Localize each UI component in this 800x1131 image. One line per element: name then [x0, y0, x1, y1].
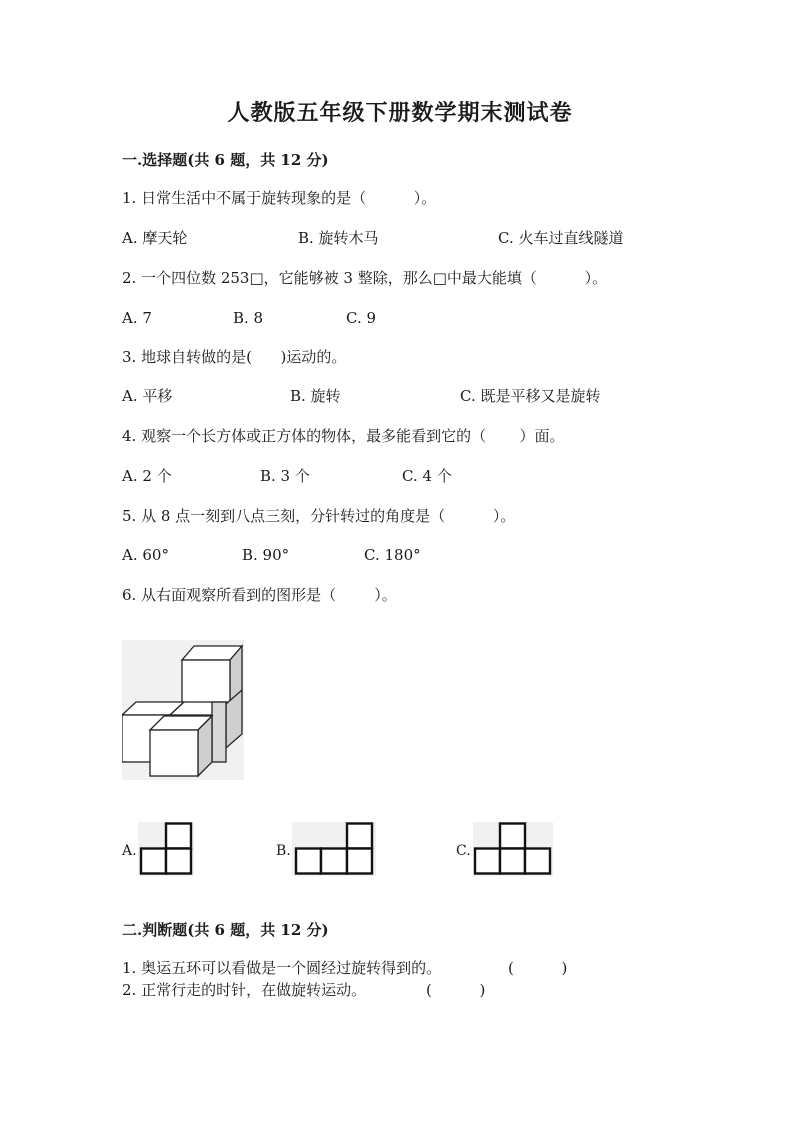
question-1-option-b: B. 旋转木马 [298, 229, 379, 247]
question-6-stem: 6. 从右面观察所看到的图形是（ ）。 [122, 586, 397, 604]
question-2-option-c: C. 9 [346, 309, 377, 327]
question-2-option-b: B. 8 [233, 309, 264, 327]
judgment-2-stem: 2. 正常行走的时针，在做旋转运动。 [122, 981, 367, 999]
judgment-2-answer-blank[interactable]: ( ) [426, 981, 486, 999]
question-4-option-b: B. 3 个 [260, 467, 310, 485]
section-1-heading: 一.选择题(共 6 题，共 12 分) [122, 151, 329, 169]
cube-stack-figure [122, 640, 244, 780]
question-6-option-c-figure [473, 822, 553, 876]
question-3-option-a: A. 平移 [122, 387, 173, 405]
question-5-option-a: A. 60° [122, 546, 169, 564]
question-2-stem: 2. 一个四位数 253□，它能够被 3 整除，那么□中最大能填（ ）。 [122, 269, 608, 287]
question-1-option-c: C. 火车过直线隧道 [498, 229, 624, 247]
question-6-option-a-label: A. [122, 843, 137, 859]
question-6-option-b-label: B. [276, 843, 291, 859]
question-6-option-a-figure [138, 822, 194, 876]
page-title: 人教版五年级下册数学期末测试卷 [227, 100, 573, 126]
question-1-stem: 1. 日常生活中不属于旋转现象的是（ ）。 [122, 189, 437, 207]
question-4-option-c: C. 4 个 [402, 467, 452, 485]
question-1-option-a: A. 摩天轮 [122, 229, 188, 247]
question-5-stem: 5. 从 8 点一刻到八点三刻，分针转过的角度是（ ）。 [122, 507, 516, 525]
question-3-stem: 3. 地球自转做的是( )运动的。 [122, 348, 347, 366]
question-4-option-a: A. 2 个 [122, 467, 172, 485]
question-6-option-b-figure [292, 822, 376, 876]
question-2-option-a: A. 7 [122, 309, 152, 327]
question-3-option-c: C. 既是平移又是旋转 [460, 387, 601, 405]
question-5-option-b: B. 90° [242, 546, 290, 564]
question-5-option-c: C. 180° [364, 546, 421, 564]
question-3-option-b: B. 旋转 [290, 387, 341, 405]
judgment-1-stem: 1. 奥运五环可以看做是一个圆经过旋转得到的。 [122, 959, 442, 977]
section-2-heading: 二.判断题(共 6 题，共 12 分) [122, 921, 329, 939]
judgment-1-answer-blank[interactable]: ( ) [508, 959, 568, 977]
question-6-option-c-label: C. [456, 843, 471, 859]
question-4-stem: 4. 观察一个长方体或正方体的物体，最多能看到它的（ ）面。 [122, 427, 565, 445]
